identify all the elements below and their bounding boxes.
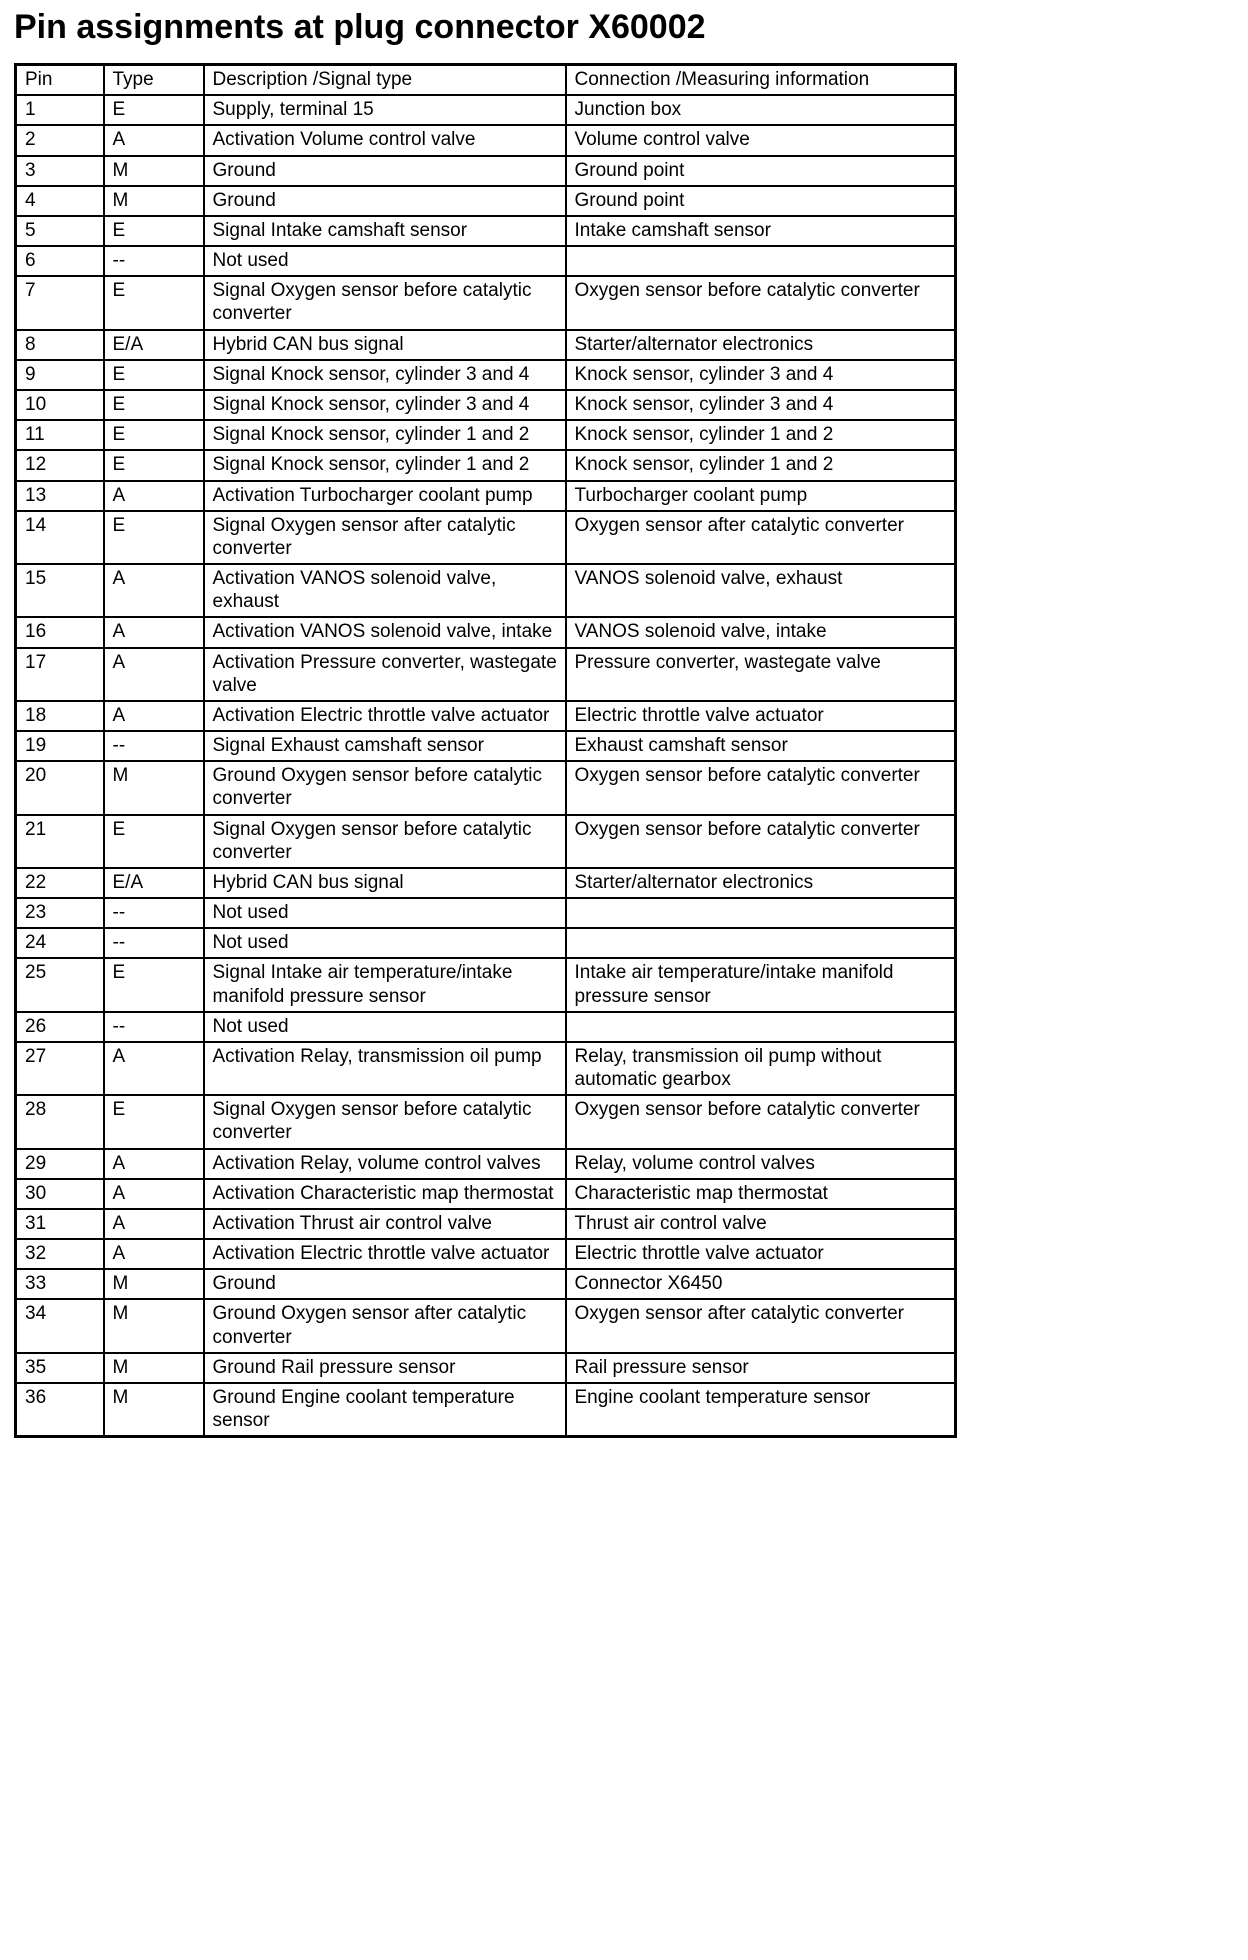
- type-cell: E: [104, 276, 204, 329]
- type-cell: M: [104, 761, 204, 814]
- type-cell: E: [104, 815, 204, 868]
- description-cell: Signal Intake camshaft sensor: [204, 216, 566, 246]
- type-cell: A: [104, 481, 204, 511]
- pin-cell: 19: [16, 731, 104, 761]
- table-row: [16, 701, 956, 731]
- connection-cell: Ground point: [566, 186, 956, 216]
- pin-cell: 34: [16, 1299, 104, 1352]
- description-cell: Activation Pressure converter, wastegate valve: [204, 648, 566, 701]
- description-cell: Hybrid CAN bus signal: [204, 330, 566, 360]
- description-cell: Signal Oxygen sensor before catalytic converter: [204, 276, 566, 329]
- table-row: [16, 330, 956, 360]
- connection-cell: Knock sensor, cylinder 1 and 2: [566, 450, 956, 480]
- type-cell: E: [104, 420, 204, 450]
- table-row: [16, 390, 956, 420]
- connection-cell: VANOS solenoid valve, intake: [566, 617, 956, 647]
- table-row: [16, 928, 956, 958]
- connection-cell: Exhaust camshaft sensor: [566, 731, 956, 761]
- type-cell: A: [104, 125, 204, 155]
- connection-cell: [566, 898, 956, 928]
- table-row: [16, 898, 956, 928]
- pin-cell: 35: [16, 1353, 104, 1383]
- connection-cell: Thrust air control valve: [566, 1209, 956, 1239]
- type-cell: E: [104, 1095, 204, 1148]
- table-row: [16, 1179, 956, 1209]
- connection-cell: Intake camshaft sensor: [566, 216, 956, 246]
- type-cell: A: [104, 701, 204, 731]
- description-cell: Activation VANOS solenoid valve, intake: [204, 617, 566, 647]
- connection-cell: [566, 246, 956, 276]
- type-cell: A: [104, 617, 204, 647]
- connection-cell: Volume control valve: [566, 125, 956, 155]
- column-header-description: Description /Signal type: [204, 65, 566, 96]
- type-cell: E: [104, 360, 204, 390]
- pin-cell: 20: [16, 761, 104, 814]
- type-cell: A: [104, 1239, 204, 1269]
- description-cell: Ground Engine coolant temperature sensor: [204, 1383, 566, 1437]
- table-row: [16, 1299, 956, 1352]
- pin-cell: 27: [16, 1042, 104, 1095]
- connection-cell: Oxygen sensor before catalytic converter: [566, 276, 956, 329]
- column-header-connection: Connection /Measuring information: [566, 65, 956, 96]
- type-cell: A: [104, 1149, 204, 1179]
- pin-cell: 21: [16, 815, 104, 868]
- pin-cell: 14: [16, 511, 104, 564]
- pin-cell: 18: [16, 701, 104, 731]
- pin-cell: 7: [16, 276, 104, 329]
- pin-cell: 10: [16, 390, 104, 420]
- type-cell: --: [104, 928, 204, 958]
- type-cell: E/A: [104, 330, 204, 360]
- description-cell: Signal Knock sensor, cylinder 1 and 2: [204, 420, 566, 450]
- table-row: [16, 246, 956, 276]
- table-row: [16, 1149, 956, 1179]
- table-row: [16, 1353, 956, 1383]
- description-cell: Not used: [204, 928, 566, 958]
- type-cell: --: [104, 898, 204, 928]
- connection-cell: Turbocharger coolant pump: [566, 481, 956, 511]
- table-header-row: [16, 65, 956, 96]
- connection-cell: [566, 928, 956, 958]
- description-cell: Signal Intake air temperature/intake manifold pressure sensor: [204, 958, 566, 1011]
- connection-cell: Oxygen sensor before catalytic converter: [566, 1095, 956, 1148]
- table-row: [16, 1239, 956, 1269]
- pin-cell: 36: [16, 1383, 104, 1437]
- pin-cell: 9: [16, 360, 104, 390]
- pin-cell: 28: [16, 1095, 104, 1148]
- description-cell: Hybrid CAN bus signal: [204, 868, 566, 898]
- pin-cell: 31: [16, 1209, 104, 1239]
- description-cell: Not used: [204, 898, 566, 928]
- description-cell: Ground Oxygen sensor after catalytic converter: [204, 1299, 566, 1352]
- type-cell: --: [104, 1012, 204, 1042]
- connection-cell: Electric throttle valve actuator: [566, 701, 956, 731]
- pin-cell: 6: [16, 246, 104, 276]
- table-row: [16, 617, 956, 647]
- type-cell: E: [104, 216, 204, 246]
- description-cell: Ground: [204, 156, 566, 186]
- type-cell: E: [104, 511, 204, 564]
- pin-cell: 16: [16, 617, 104, 647]
- connection-cell: Oxygen sensor after catalytic converter: [566, 511, 956, 564]
- column-header-pin: Pin: [16, 65, 104, 96]
- description-cell: Ground Rail pressure sensor: [204, 1353, 566, 1383]
- table-row: [16, 648, 956, 701]
- type-cell: A: [104, 648, 204, 701]
- connection-cell: Junction box: [566, 95, 956, 125]
- connection-cell: Ground point: [566, 156, 956, 186]
- pin-cell: 4: [16, 186, 104, 216]
- description-cell: Supply, terminal 15: [204, 95, 566, 125]
- type-cell: A: [104, 1042, 204, 1095]
- table-row: [16, 156, 956, 186]
- description-cell: Activation Electric throttle valve actuator: [204, 1239, 566, 1269]
- pin-cell: 3: [16, 156, 104, 186]
- pin-cell: 15: [16, 564, 104, 617]
- column-header-type: Type: [104, 65, 204, 96]
- description-cell: Signal Knock sensor, cylinder 3 and 4: [204, 360, 566, 390]
- connection-cell: Oxygen sensor after catalytic converter: [566, 1299, 956, 1352]
- table-row: [16, 731, 956, 761]
- description-cell: Activation Characteristic map thermostat: [204, 1179, 566, 1209]
- type-cell: E: [104, 450, 204, 480]
- description-cell: Activation Relay, transmission oil pump: [204, 1042, 566, 1095]
- type-cell: --: [104, 731, 204, 761]
- table-row: [16, 450, 956, 480]
- type-cell: M: [104, 1269, 204, 1299]
- table-row: [16, 1042, 956, 1095]
- connection-cell: Pressure converter, wastegate valve: [566, 648, 956, 701]
- description-cell: Activation Volume control valve: [204, 125, 566, 155]
- pin-cell: 1: [16, 95, 104, 125]
- pin-cell: 8: [16, 330, 104, 360]
- type-cell: E: [104, 390, 204, 420]
- type-cell: --: [104, 246, 204, 276]
- connection-cell: Knock sensor, cylinder 3 and 4: [566, 360, 956, 390]
- pin-cell: 32: [16, 1239, 104, 1269]
- description-cell: Activation Electric throttle valve actuator: [204, 701, 566, 731]
- connection-cell: Starter/alternator electronics: [566, 868, 956, 898]
- type-cell: A: [104, 1209, 204, 1239]
- description-cell: Signal Oxygen sensor before catalytic converter: [204, 815, 566, 868]
- table-row: [16, 1383, 956, 1437]
- description-cell: Not used: [204, 246, 566, 276]
- table-row: [16, 958, 956, 1011]
- table-row: [16, 761, 956, 814]
- description-cell: Activation VANOS solenoid valve, exhaust: [204, 564, 566, 617]
- connection-cell: Relay, volume control valves: [566, 1149, 956, 1179]
- pin-cell: 12: [16, 450, 104, 480]
- description-cell: Signal Exhaust camshaft sensor: [204, 731, 566, 761]
- pin-cell: 17: [16, 648, 104, 701]
- description-cell: Signal Knock sensor, cylinder 1 and 2: [204, 450, 566, 480]
- pin-assignment-table: [14, 63, 957, 1438]
- connection-cell: Characteristic map thermostat: [566, 1179, 956, 1209]
- table-row: [16, 481, 956, 511]
- connection-cell: Knock sensor, cylinder 3 and 4: [566, 390, 956, 420]
- table-row: [16, 868, 956, 898]
- table-row: [16, 511, 956, 564]
- pin-cell: 13: [16, 481, 104, 511]
- table-row: [16, 216, 956, 246]
- description-cell: Activation Turbocharger coolant pump: [204, 481, 566, 511]
- table-row: [16, 276, 956, 329]
- pin-cell: 25: [16, 958, 104, 1011]
- pin-cell: 11: [16, 420, 104, 450]
- connection-cell: Relay, transmission oil pump without automatic gearbox: [566, 1042, 956, 1095]
- pin-cell: 22: [16, 868, 104, 898]
- table-row: [16, 1095, 956, 1148]
- pin-cell: 26: [16, 1012, 104, 1042]
- type-cell: M: [104, 156, 204, 186]
- pin-cell: 33: [16, 1269, 104, 1299]
- pin-cell: 24: [16, 928, 104, 958]
- type-cell: A: [104, 564, 204, 617]
- page-title: Pin assignments at plug connector X60002: [14, 8, 706, 46]
- description-cell: Not used: [204, 1012, 566, 1042]
- type-cell: E: [104, 95, 204, 125]
- type-cell: M: [104, 1383, 204, 1437]
- pin-table-body: [16, 95, 956, 1437]
- type-cell: E: [104, 958, 204, 1011]
- connection-cell: Engine coolant temperature sensor: [566, 1383, 956, 1437]
- connection-cell: Oxygen sensor before catalytic converter: [566, 815, 956, 868]
- connection-cell: Intake air temperature/intake manifold pressure sensor: [566, 958, 956, 1011]
- table-row: [16, 186, 956, 216]
- description-cell: Signal Knock sensor, cylinder 3 and 4: [204, 390, 566, 420]
- connection-cell: Rail pressure sensor: [566, 1353, 956, 1383]
- table-row: [16, 420, 956, 450]
- type-cell: A: [104, 1179, 204, 1209]
- type-cell: M: [104, 1353, 204, 1383]
- type-cell: M: [104, 186, 204, 216]
- type-cell: E/A: [104, 868, 204, 898]
- type-cell: M: [104, 1299, 204, 1352]
- pin-cell: 2: [16, 125, 104, 155]
- description-cell: Ground: [204, 1269, 566, 1299]
- connection-cell: Knock sensor, cylinder 1 and 2: [566, 420, 956, 450]
- connection-cell: Electric throttle valve actuator: [566, 1239, 956, 1269]
- table-row: [16, 360, 956, 390]
- connection-cell: Starter/alternator electronics: [566, 330, 956, 360]
- table-row: [16, 1269, 956, 1299]
- table-row: [16, 564, 956, 617]
- connection-cell: [566, 1012, 956, 1042]
- description-cell: Signal Oxygen sensor after catalytic converter: [204, 511, 566, 564]
- connection-cell: Connector X6450: [566, 1269, 956, 1299]
- description-cell: Ground Oxygen sensor before catalytic converter: [204, 761, 566, 814]
- description-cell: Activation Relay, volume control valves: [204, 1149, 566, 1179]
- pin-cell: 5: [16, 216, 104, 246]
- table-row: [16, 1209, 956, 1239]
- description-cell: Ground: [204, 186, 566, 216]
- pin-cell: 30: [16, 1179, 104, 1209]
- pin-cell: 29: [16, 1149, 104, 1179]
- connection-cell: Oxygen sensor before catalytic converter: [566, 761, 956, 814]
- table-row: [16, 815, 956, 868]
- table-row: [16, 95, 956, 125]
- table-row: [16, 1012, 956, 1042]
- connection-cell: VANOS solenoid valve, exhaust: [566, 564, 956, 617]
- description-cell: Activation Thrust air control valve: [204, 1209, 566, 1239]
- pin-cell: 23: [16, 898, 104, 928]
- table-row: [16, 125, 956, 155]
- description-cell: Signal Oxygen sensor before catalytic converter: [204, 1095, 566, 1148]
